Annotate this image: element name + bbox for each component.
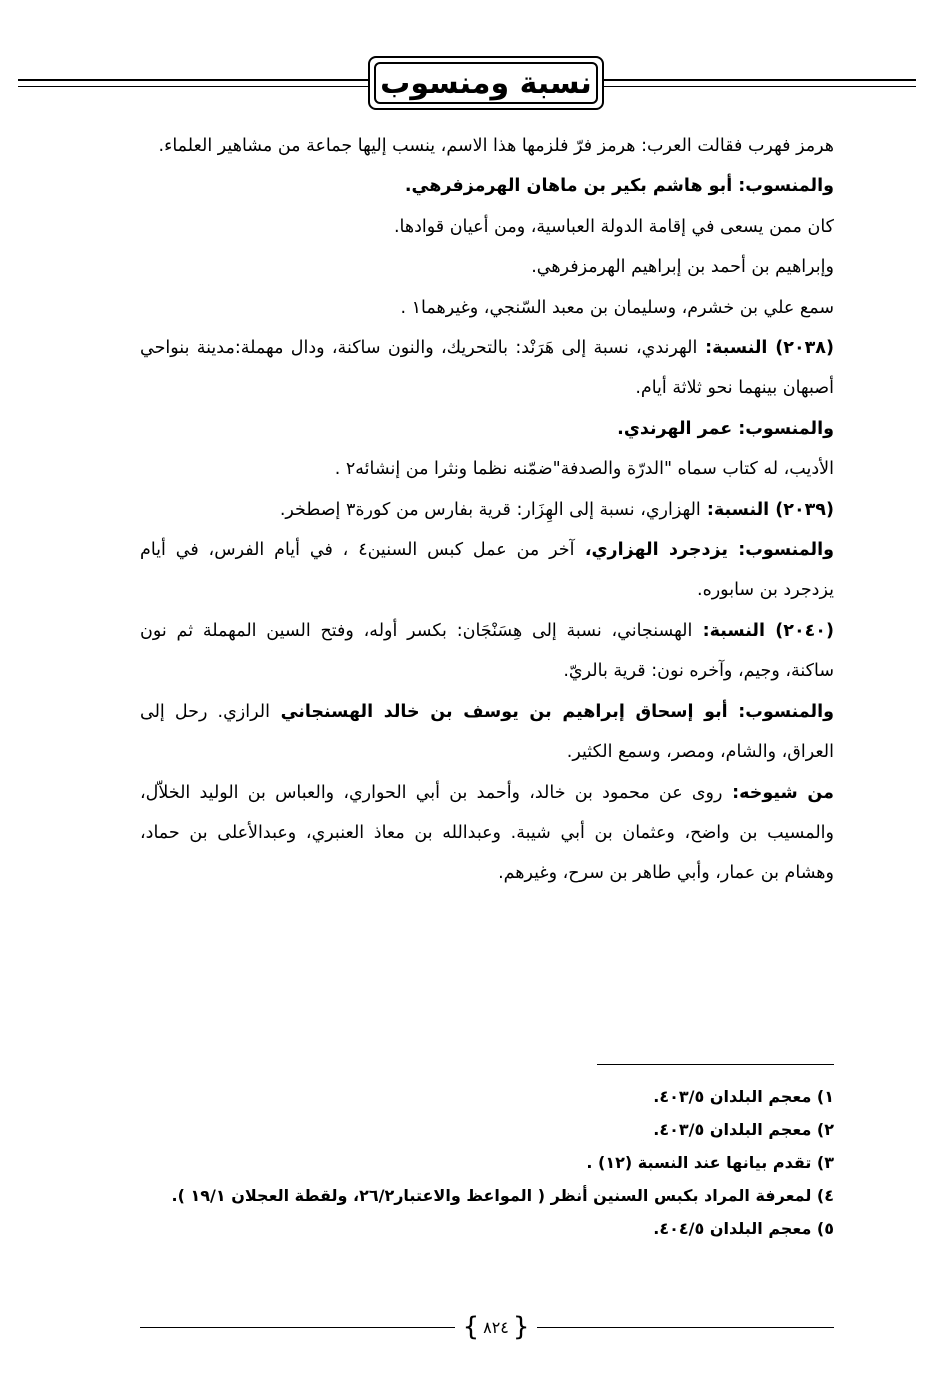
page-number-value: ٨٢٤ xyxy=(483,1317,509,1337)
footnote-1: ١) معجم البلدان ٤٠٣/٥. xyxy=(653,1087,834,1106)
header-rule-left-bottom xyxy=(18,86,368,87)
paragraph-heading: والمنسوب: أبو هاشم بكير بن ماهان الهرمزفرهي. xyxy=(404,176,834,197)
paragraph-text: سمع علي بن خشرم، وسليمان بن معبد السّنجي، وغيرهما١ . xyxy=(400,297,834,318)
paragraph xyxy=(140,530,834,611)
paragraph xyxy=(140,409,834,449)
paragraph-text: الأديب، له كتاب سماه "الدرّة والصدفة"ضمّنه نظما ونثرا من إنشائه٢ . xyxy=(334,459,834,480)
paragraph-text: الهزاري، نسبة إلى الهِزَار: قرية بفارس من كورة٣ إصطخر. xyxy=(279,499,701,520)
paragraph-heading: (٢٠٤٠) النسبة: xyxy=(692,620,834,641)
paragraph xyxy=(140,773,834,894)
paragraph xyxy=(140,449,834,489)
paragraph-text: وإبراهيم بن أحمد بن إبراهيم الهرمزفرهي. xyxy=(531,257,834,278)
footer-rule-right xyxy=(537,1327,834,1328)
paragraph-text: الهرندي، نسبة إلى هَرَنْد: بالتحريك، والنون ساكنة، ودال مهملة:مدينة بنواحي أصبهان بينهما نحو ثلاثة أيام. xyxy=(140,338,834,399)
paragraph xyxy=(140,126,834,166)
paragraph xyxy=(140,166,834,206)
left-brace-icon: { xyxy=(462,1312,480,1342)
paragraph-heading: والمنسوب: عمر الهرندي. xyxy=(617,418,834,439)
paragraph-heading: والمنسوب: يزدجرد الهزاري، xyxy=(574,540,834,561)
paragraph xyxy=(140,490,834,530)
paragraph xyxy=(140,247,834,287)
paragraph xyxy=(140,328,834,409)
paragraph-heading: من شيوخه: xyxy=(722,782,834,803)
header-rule-left-top xyxy=(18,79,368,81)
paragraph xyxy=(140,207,834,247)
paragraph-heading: (٢٠٣٨) النسبة: xyxy=(697,338,834,359)
footnote-2: ٢) معجم البلدان ٤٠٣/٥. xyxy=(653,1120,834,1139)
header-rule-right-top xyxy=(604,79,916,81)
paragraph-heading: والمنسوب: أبو إسحاق إبراهيم بن يوسف بن خالد الهسنجاني xyxy=(269,701,834,722)
header-rule-right-bottom xyxy=(604,86,916,87)
header-title-frame xyxy=(368,56,604,110)
footnote-4: ٤) لمعرفة المراد بكبس السنين أنظر ( المواعظ والاعتبار٢٦/٢، ولقطة العجلان ١٩/١ ). xyxy=(171,1186,834,1205)
body-text xyxy=(140,126,834,894)
right-brace-icon: } xyxy=(512,1312,530,1342)
paragraph-text: هرمز فهرب فقالت العرب: هرمز فرّ فلزمها هذا الاسم، ينسب إليها جماعة من مشاهير العلماء. xyxy=(158,136,834,156)
footnote-separator xyxy=(597,1064,834,1065)
paragraph xyxy=(140,611,834,692)
footer-rule-left xyxy=(140,1327,455,1328)
paragraph-text: روى عن محمود بن خالد، وأحمد بن أبي الحواري، والعباس بن الوليد الخلاّل، والمسيب بن واضح، وعثمان بن أبي شيبة. وعبدالله بن معاذ العنبري، وعبدالأعلى بن حماد، وهشام بن عمار، وأبي طاهر بن سرح، وغيرهم. xyxy=(140,782,834,884)
footnote-5: ٥) معجم البلدان ٤٠٤/٥. xyxy=(653,1219,834,1238)
paragraph-text: الهسنجاني، نسبة إلى هِسَنْجَان: بكسر أوله، وفتح السين المهملة ثم نون ساكنة، وجيم، وآخره نون: قرية بالريّ. xyxy=(140,620,834,682)
page-number xyxy=(455,1311,537,1343)
paragraph xyxy=(140,288,834,328)
footnotes xyxy=(140,1080,834,1245)
paragraph-heading: (٢٠٣٩) النسبة: xyxy=(700,499,834,520)
footnote-3: ٣) تقدم بيانها عند النسبة (١٢) . xyxy=(586,1153,834,1172)
running-header-title: نسبة ومنسوب xyxy=(380,65,592,101)
paragraph xyxy=(140,692,834,773)
paragraph-text: آخر من عمل كبس السنين٤ ، في أيام الفرس، في أيام يزدجرد بن سابوره. xyxy=(140,540,834,601)
paragraph-text: الرازي. رحل إلى العراق، والشام، ومصر، وسمع الكثير. xyxy=(140,701,834,763)
paragraph-text: كان ممن يسعى في إقامة الدولة العباسية، ومن أعيان قوادها. xyxy=(393,216,834,237)
